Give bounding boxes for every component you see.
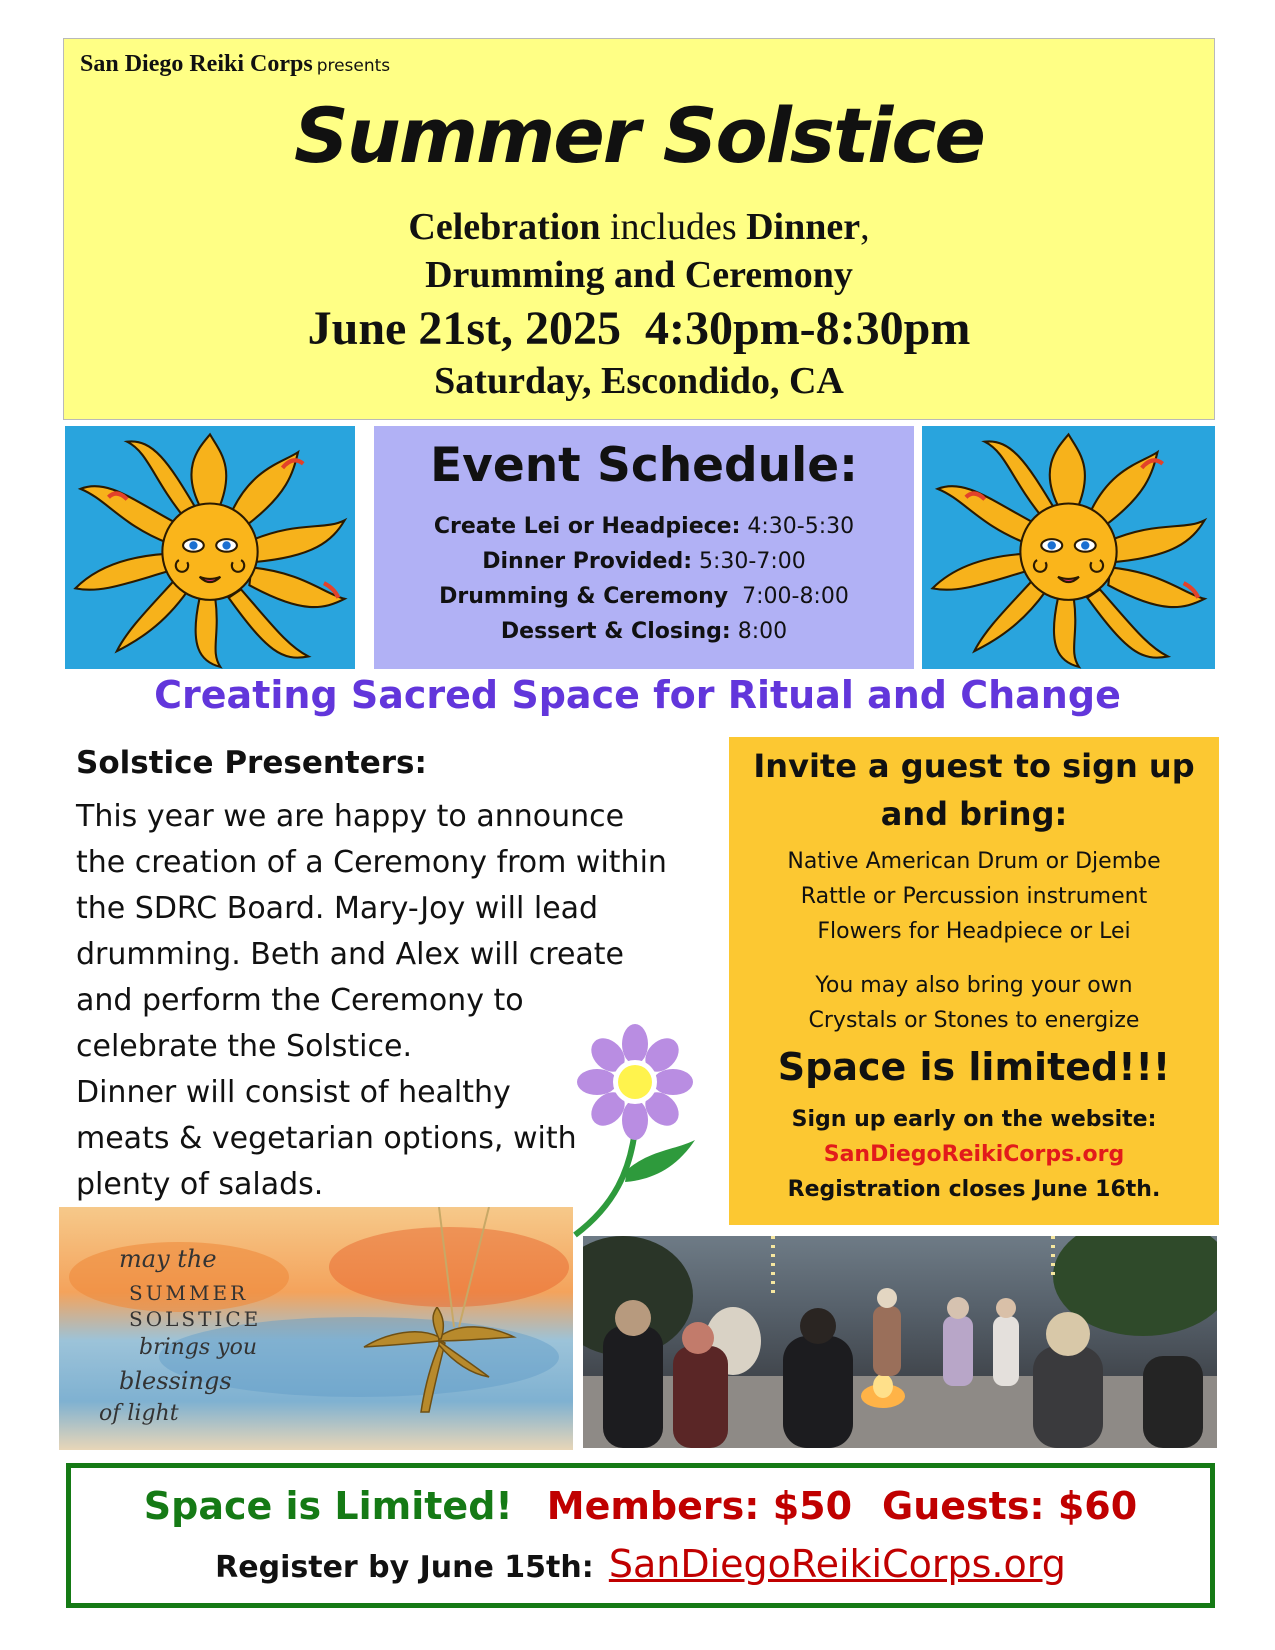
- event-day-location: Saturday, Escondido, CA: [434, 360, 844, 402]
- schedule-item-time: 4:30-5:30: [740, 514, 855, 539]
- schedule-item-label: Create Lei or Headpiece:: [433, 514, 741, 539]
- schedule-item-time: 7:00-8:00: [728, 584, 849, 609]
- palm-tree-pendant-icon: [359, 1307, 519, 1417]
- space-limited-notice: Space is limited!!!: [777, 1045, 1171, 1089]
- schedule-item-time: 8:00: [730, 619, 788, 644]
- schedule-item-label: Drumming & Ceremony: [439, 584, 729, 609]
- bring-own-line-2: Crystals or Stones to energize: [808, 1008, 1140, 1033]
- sun-face-icon: [922, 426, 1215, 669]
- presenters-text-line: Dinner will consist of healthy: [76, 1075, 511, 1110]
- flower-icon: [555, 1020, 715, 1240]
- schedule-item: [374, 584, 914, 609]
- presents-text: presents: [316, 56, 391, 76]
- invite-heading-line-1: Invite a guest to sign up: [753, 747, 1195, 785]
- schedule-item-time: 5:30-7:00: [692, 549, 806, 574]
- card-text-line: SOLSTICE: [129, 1307, 262, 1331]
- subtitle-celebration: Celebration: [408, 206, 601, 248]
- signup-instruction: Sign up early on the website:: [791, 1107, 1157, 1132]
- schedule-item: [374, 514, 914, 539]
- sun-face-icon: [65, 426, 355, 669]
- subtitle-dinner: Dinner: [746, 206, 861, 248]
- sun-illustration-right: [922, 426, 1215, 669]
- schedule-title: Event Schedule:: [430, 438, 858, 493]
- presenters-heading: Solstice Presenters:: [76, 745, 427, 781]
- bring-own-line-1: You may also bring your own: [815, 973, 1133, 998]
- registration-closes: Registration closes June 16th.: [787, 1177, 1161, 1202]
- presenters-text-line: and perform the Ceremony to: [76, 983, 524, 1018]
- invite-item: Native American Drum or Djembe: [787, 849, 1161, 874]
- schedule-item: [374, 549, 914, 574]
- drumming-circle-photo: [583, 1236, 1217, 1448]
- register-line: [71, 1542, 1210, 1586]
- card-text-line: blessings: [119, 1367, 232, 1395]
- presenters-text-line: This year we are happy to announce: [76, 799, 625, 834]
- guests-price: Guests: $60: [882, 1484, 1138, 1528]
- org-line: [80, 51, 390, 78]
- subtitle-line-2: Drumming and Ceremony: [425, 254, 853, 296]
- schedule-item: [374, 619, 914, 644]
- presenters-text-line: meats & vegetarian options, with: [76, 1121, 577, 1156]
- presenters-text-line: the SDRC Board. Mary-Joy will lead: [76, 891, 599, 926]
- event-date-time: June 21st, 2025 4:30pm-8:30pm: [307, 302, 971, 355]
- event-title: Summer Solstice: [294, 91, 984, 180]
- footer-website-link[interactable]: SanDiegoReikiCorps.org: [608, 1542, 1066, 1586]
- tagline: Creating Sacred Space for Ritual and Change: [154, 673, 1121, 717]
- header-banner: [63, 38, 1215, 420]
- card-text-line: of light: [99, 1401, 179, 1426]
- subtitle-includes: includes: [600, 206, 747, 248]
- subtitle-line-1: [64, 205, 1214, 249]
- sun-illustration-left: [65, 426, 355, 669]
- card-text-line: SUMMER: [129, 1281, 249, 1305]
- organization-name: San Diego Reiki Corps: [80, 51, 313, 77]
- schedule-item-label: Dinner Provided:: [482, 549, 692, 574]
- drumming-scene: [583, 1236, 1217, 1448]
- register-by: Register by June 15th:: [215, 1550, 594, 1585]
- pricing-footer: [66, 1463, 1215, 1608]
- card-text-line: may the: [119, 1245, 217, 1273]
- invite-heading-line-2: and bring:: [880, 795, 1068, 833]
- invite-website-link[interactable]: SanDiegoReikiCorps.org: [823, 1142, 1125, 1167]
- presenters-text-line: plenty of salads.: [76, 1167, 324, 1202]
- invite-item: Flowers for Headpiece or Lei: [817, 919, 1131, 944]
- subtitle-comma: ,: [860, 206, 870, 248]
- event-schedule-box: [374, 426, 914, 669]
- presenters-text-line: drumming. Beth and Alex will create: [76, 937, 625, 972]
- presenters-text-line: celebrate the Solstice.: [76, 1029, 412, 1064]
- invite-guest-box: [729, 737, 1219, 1225]
- members-price: Members: $50: [546, 1484, 853, 1528]
- footer-space-limited: Space is Limited!: [143, 1484, 513, 1528]
- pricing-line: [71, 1484, 1210, 1528]
- card-text-line: brings you: [139, 1335, 258, 1360]
- watercolor-necklace-photo: [59, 1207, 573, 1450]
- invite-item: Rattle or Percussion instrument: [800, 884, 1148, 909]
- presenters-text-line: the creation of a Ceremony from within: [76, 845, 667, 880]
- schedule-item-label: Dessert & Closing:: [500, 619, 731, 644]
